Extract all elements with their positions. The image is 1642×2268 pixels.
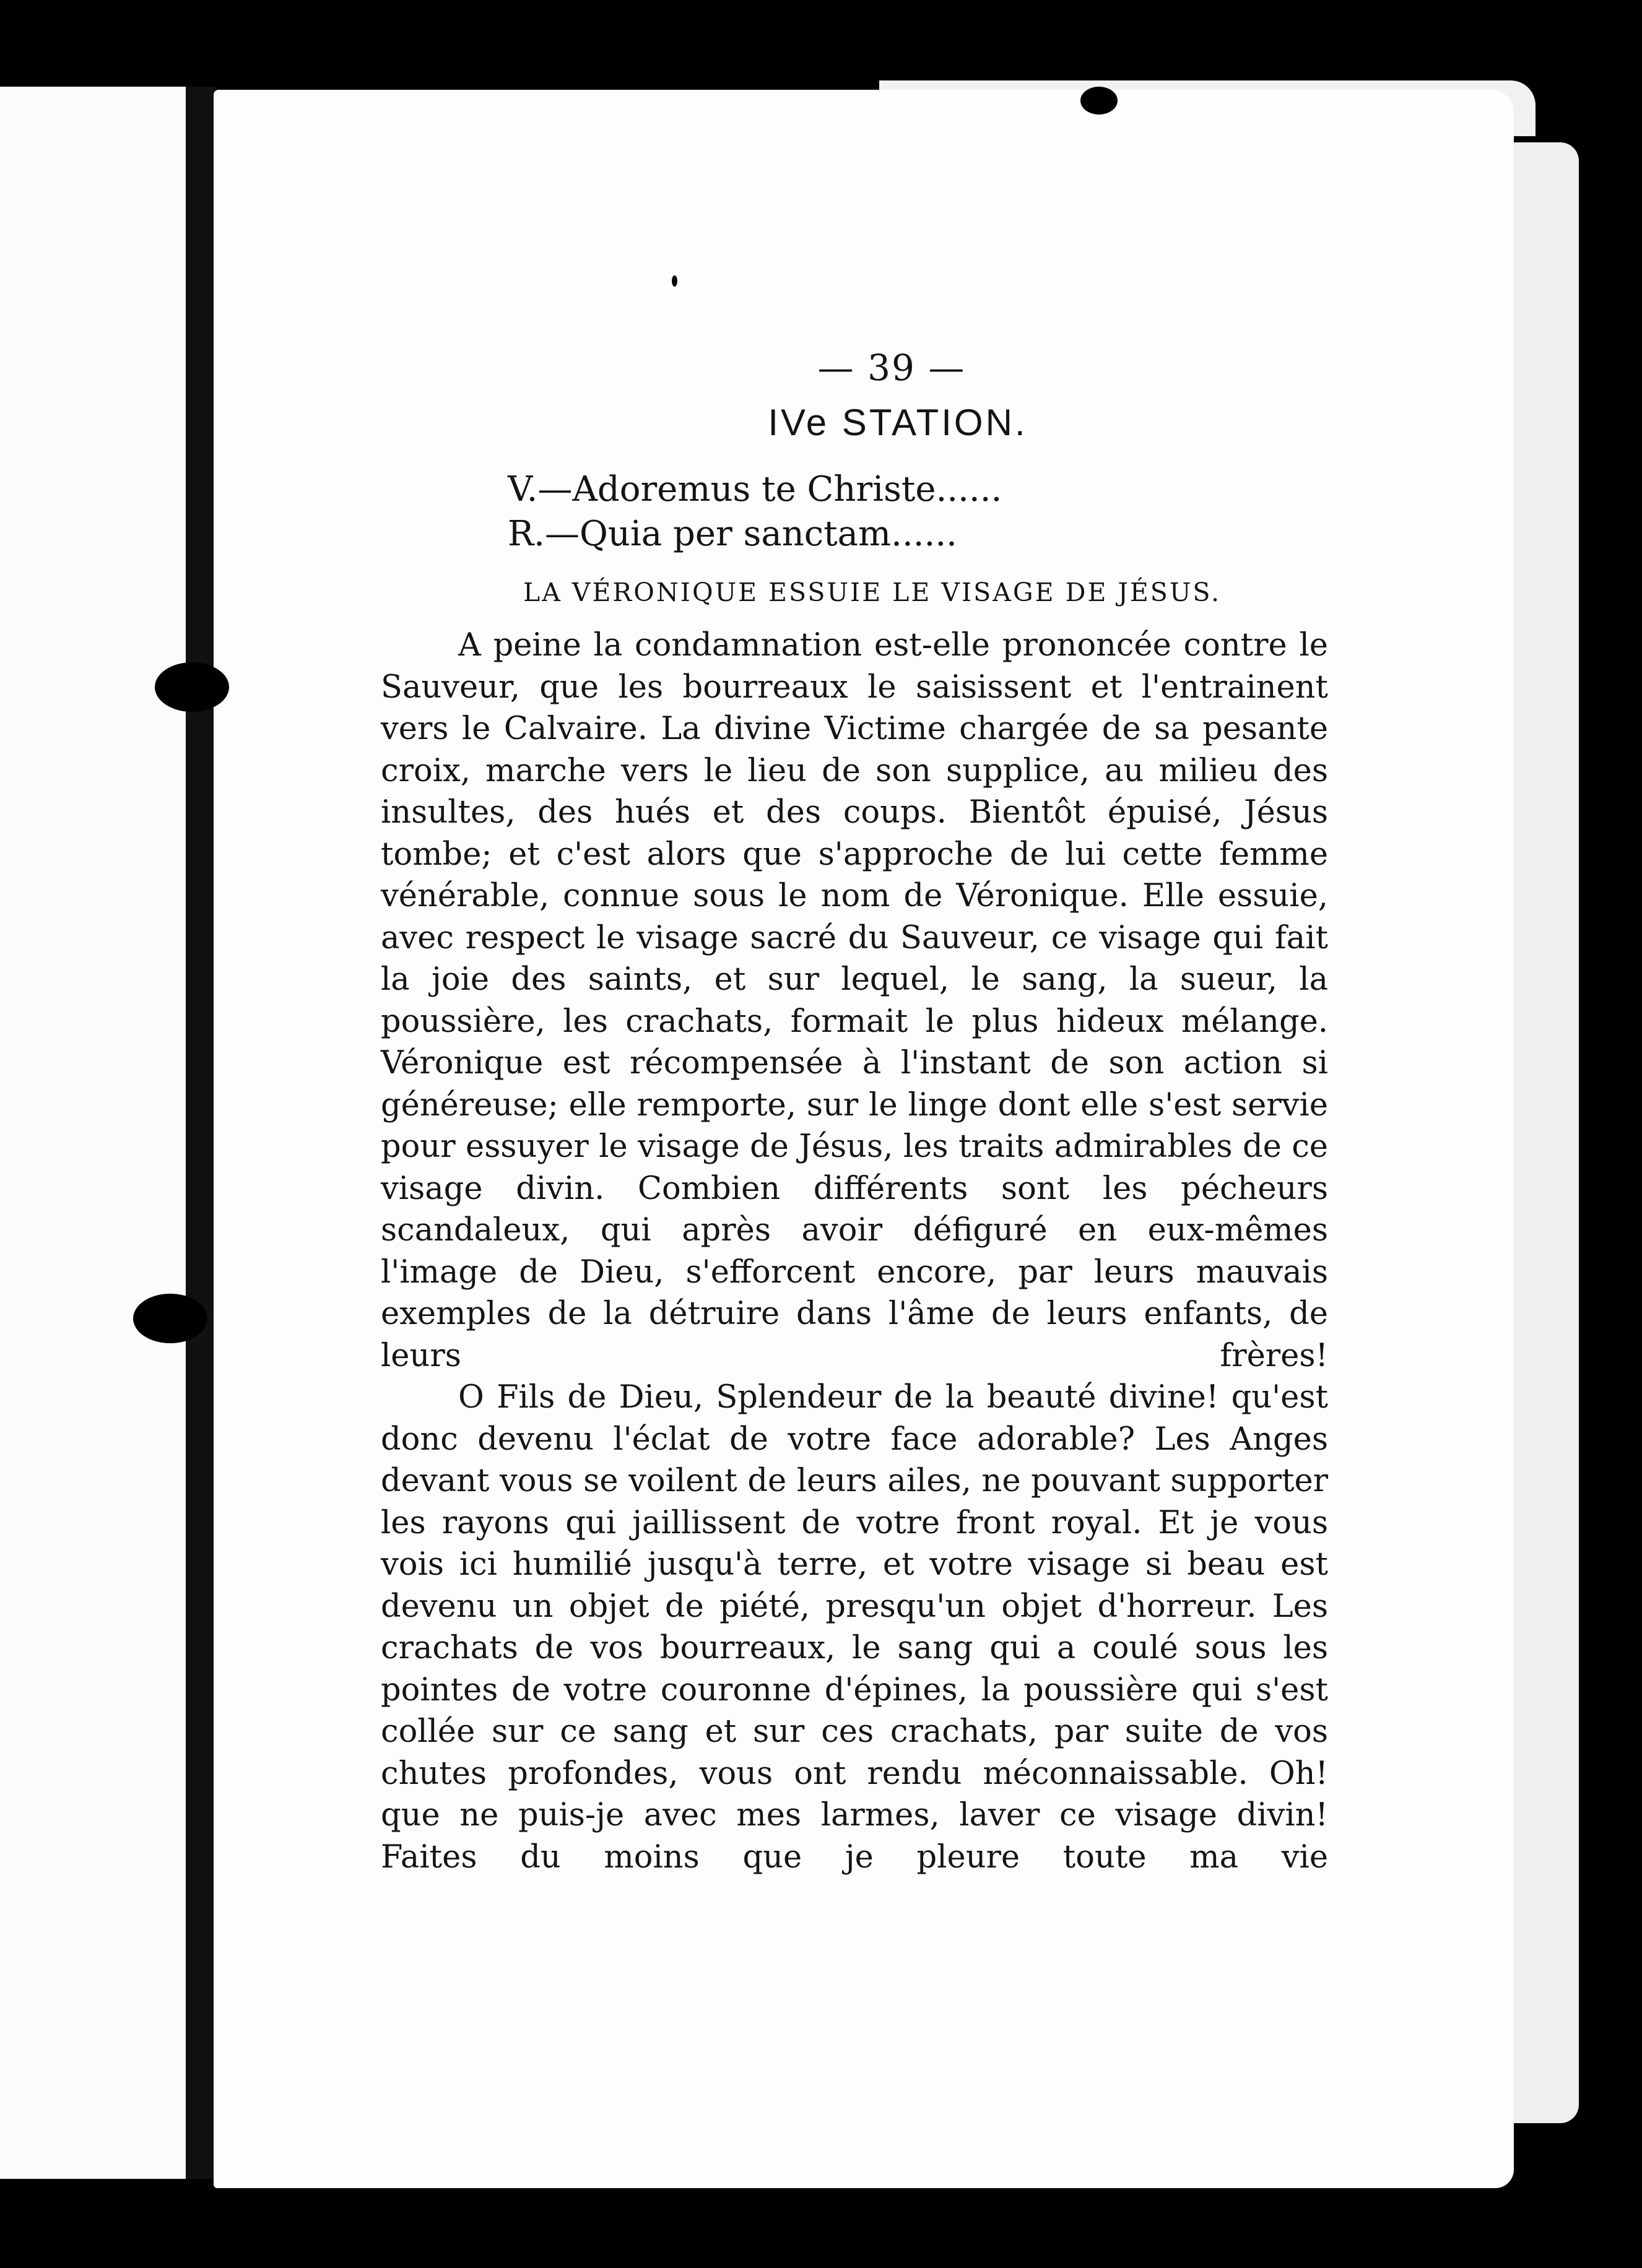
page-edge-right xyxy=(1511,142,1579,2123)
section-subtitle: LA VÉRONIQUE ESSUIE LE VISAGE DE JÉSUS. xyxy=(523,578,1222,607)
binding-thread xyxy=(186,87,217,2179)
binding-knot xyxy=(133,1294,207,1343)
page-number: — 39 — xyxy=(817,347,966,389)
page-content xyxy=(381,347,1328,1878)
paragraph: O Fils de Dieu, Splendeur de la beauté divine! qu'est donc devenu l'éclat de votre face adorable? Les Anges devant vous se voilent de leurs ailes, ne pouvant supporter les rayons qui jaillissent de votre front royal. Et je vous vois ici humilié jusqu'à terre, et votre visage si beau est devenu un objet de piété, presqu'un objet d'horreur. Les crachats de vos bourreaux, le sang qui a coulé sous les pointes de votre couronne d'épines, la poussière qui s'est collée sur ce sang et sur ces crachats, par suite de vos chutes profondes, vous ont rendu méconnaissable. Oh! que ne puis-je avec mes larmes, laver ce visage divin! Faites du moins que je pleure toute ma vie xyxy=(381,1379,1328,1876)
ink-speck xyxy=(1080,87,1118,115)
versicle-line: V.—Adoremus te Christe...... xyxy=(508,469,1002,509)
left-page-edge xyxy=(0,87,197,2179)
station-title: IVe STATION. xyxy=(768,402,1028,443)
ink-speck xyxy=(672,275,677,287)
response-line: R.—Quia per sanctam...... xyxy=(508,514,957,554)
binding-knot xyxy=(155,662,229,712)
paragraph: A peine la condamnation est-elle prononcée contre le Sauveur, que les bourreaux le saisissent et l'entrainent vers le Calvaire. La divine Victime chargée de sa pesante croix, marche vers le lieu de son supplice, au milieu des insultes, des hués et des coups. Bientôt épuisé, Jésus tombe; et c'est alors que s'approche de lui cette femme vénérable, connue sous le nom de Véronique. Elle essuie, avec respect le visage sacré du Sauveur, ce visage qui fait la joie des saints, et sur lequel, le sang, la sueur, la poussière, les crachats, formait le plus hideux mélange. Véronique est récompensée à l'instant de son action si généreuse; elle remporte, sur le linge dont elle s'est servie pour essuyer le visage de Jésus, les traits admirables de ce visage divin. Combien différents sont les pécheurs scandaleux, qui après avoir défiguré en eux-mêmes l'image de Dieu, s'efforcent encore, par leurs mauvais exemples de la détruire dans l'âme de leurs enfants, de leurs frères! xyxy=(381,627,1328,1374)
